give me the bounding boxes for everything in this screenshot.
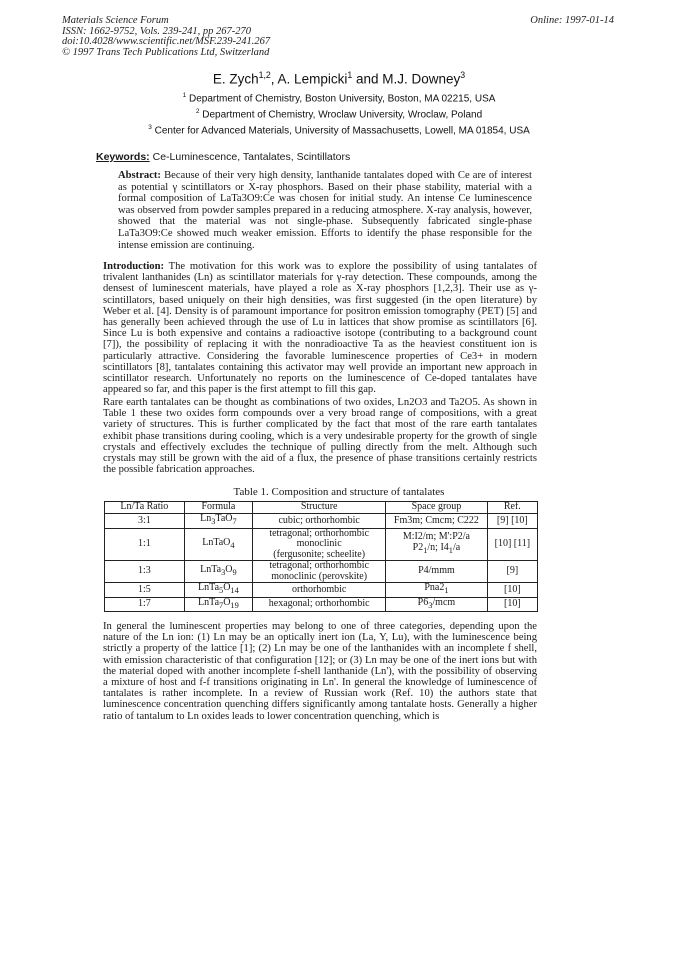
col-ratio-header: Ln/Ta Ratio	[105, 502, 185, 514]
keywords-text: Ce-Luminescence, Tantalates, Scintillators	[152, 151, 351, 163]
cell-spacegroup: P4/mmm	[386, 561, 487, 583]
cell-formula: $LnTa_5O_{14}$	[184, 583, 252, 598]
paragraph-rare-earth: Rare earth tantalates can be thought as combinations of two oxides, Ln2O3 and Ta2O5. As shown in Table 1 these two oxides form compounds over a very broad range of compositions, with a great variety of structures. This is further complicated by the fact that most of the rare earth tantalates exhibit phase transitions during cooling, which is a very undesirable property for the growth of single crystals and effectively excludes the technique of pulling directly from the melt. Although such crystals may still be grown with the aid of a flux, the presence of phase transitions certainly restricts the possible fabrication approaches.	[103, 397, 537, 476]
col-structure-header: Structure	[253, 502, 386, 514]
keywords-label: Keywords:	[96, 151, 150, 163]
cell-structure: orthorhombic	[253, 583, 386, 598]
cell-spacegroup: M:I2/m; M':P2/a $P2_1/n$; $I4_1/a$	[386, 528, 487, 561]
cell-spacegroup: $P6_3$/mcm	[386, 597, 487, 612]
col-spacegroup-header: Space group	[386, 502, 487, 514]
abstract-text: Because of their very high density, lanthanide tantalates doped with Ce are of interest as potential γ scintillators or X-ray phosphors. Based on their phase stability, material with a formal composition of LaTa3O9:Ce was chosen for initial study. An intense Ce luminescence was observed from powder samples prepared in a reducing atmosphere. X-ray analysis, however, showed that the material was not single-phase. Subsequently fabricated single-phase LaTa3O9:Ce showed much weaker emission. Efforts to identify the phase responsible for the intense emission are continuing.	[118, 170, 532, 251]
affiliation-3: $^3$ Center for Advanced Materials, University of Massachusetts, Lowell, MA 01854, USA	[148, 124, 530, 137]
online-date: Online: 1997-01-14	[530, 15, 614, 26]
table-row	[105, 583, 538, 598]
cell-ratio: 1:1	[105, 528, 185, 561]
introduction-paragraph	[103, 261, 537, 395]
col-ref-header: Ref.	[487, 502, 537, 514]
affiliation-2: $^2$ Department of Chemistry, Wroclaw University, Wroclaw, Poland	[195, 108, 483, 121]
cell-ratio: 1:5	[105, 583, 185, 598]
paragraph-luminescent-properties: In general the luminescent properties may belong to one of three categories, depending upon the nature of the Ln ion: (1) Ln may be an optically inert ion (La, Y, Lu), with the luminescence being strictly a property of the lattice [1]; (2) Ln may be one of the lanthanides with an incomplete f shell, with emission characteristic of that configuration [12]; or (3) Ln may be one of the inert ions but with the material doped with another incomplete f-shell lanthanide (Ln'), with the possibility of observing a mixture of host and f-f transitions originating in Ln'. In general the knowledge of luminescence of tantalates is rather incomplete. In a review of Russian work (Ref. 10) the authors state that luminescence concentration quenching differs significantly among tantalate hosts. Generally a higher ratio of tantalum to Ln oxides leads to lower concentration quenching, which is	[103, 621, 537, 722]
cell-ref: [10]	[487, 583, 537, 598]
cell-structure: cubic; orthorhombic	[253, 514, 386, 529]
cell-spacegroup: $Pna2_1$	[386, 583, 487, 598]
cell-ratio: 1:7	[105, 597, 185, 612]
cell-structure: hexagonal; orthorhombic	[253, 597, 386, 612]
table-header-row	[105, 502, 538, 514]
cell-ref: [10] [11]	[487, 528, 537, 561]
cell-formula: $Ln_3TaO_7$	[184, 514, 252, 529]
keywords-line	[96, 151, 350, 163]
table-caption: Table 1. Composition and structure of tantalates	[233, 486, 445, 498]
journal-header	[62, 16, 270, 58]
cell-structure: tetragonal; orthorhombic monoclinic (fergusonite; scheelite)	[253, 528, 386, 561]
cell-ref: [10]	[487, 597, 537, 612]
cell-ratio: 3:1	[105, 514, 185, 529]
introduction-text: The motivation for this work was to explore the possibility of using tantalates of trivalent lanthanides (Ln) as scintillator materials for γ-ray detection. These compounds, among the densest of luminescent materials, have played a role as X-ray phosphors [1,2,3]. Their use as γ-scintillators, based uniquely on their high densities, was first suggested (in the open literature) by Weber et al. [4]. Density is of paramount importance for positron emission tomography (PET) [5] and has generally been achieved through the use of Lu in lattices that show promise as scintillators [6]. Since Lu is both expensive and contains a radioactive isotope (contributing to a background count [7]), the possibility of replacing it with the nonradioactive Ta as the heaviest constituent ion is particularly attractive. Considering the favorable luminescence properties of Ce3+ in modern scintillators [8], tantalates containing this activator may well provide an important new approach in scintillator research. Unfortunately no reports on the luminescence of Ce-doped tantalates have appeared so far, and this paper is the first attempt to fill this gap.	[103, 261, 537, 396]
journal-copyright: © 1997 Trans Tech Publications Ltd, Switzerland	[62, 46, 270, 58]
table-row	[105, 597, 538, 612]
cell-formula: LnTaO$_4$	[184, 528, 252, 561]
cell-spacegroup: Fm3m; Cmcm; C222	[386, 514, 487, 529]
journal-doi: doi:10.4028/www.scientific.net/MSF.239-241.267	[62, 36, 271, 47]
cell-formula: $LnTa_3O_9$	[184, 561, 252, 583]
author-list: E. Zych$^{1,2}$, A. Lempicki$^1$ and M.J. Downey$^3$	[212, 70, 466, 87]
table-row	[105, 514, 538, 529]
affiliation-1: $^1$ Department of Chemistry, Boston University, Boston, MA 02215, USA	[182, 92, 496, 105]
cell-ratio: 1:3	[105, 561, 185, 583]
introduction-label: Introduction:	[103, 261, 165, 272]
cell-ref: [9]	[487, 561, 537, 583]
journal-issn: ISSN: 1662-9752, Vols. 239-241, pp 267-270	[62, 25, 251, 37]
table-row	[105, 561, 538, 583]
abstract-label: Abstract:	[118, 170, 161, 181]
cell-structure: tetragonal; orthorhombic monoclinic (perovskite)	[253, 561, 386, 583]
table-row	[105, 528, 538, 561]
journal-name: Materials Science Forum	[62, 15, 169, 26]
cell-ref: [9] [10]	[487, 514, 537, 529]
composition-table	[104, 501, 538, 612]
abstract-paragraph	[118, 170, 532, 251]
col-formula-header: Formula	[184, 502, 252, 514]
cell-formula: $LnTa_7O_{19}$	[184, 597, 252, 612]
